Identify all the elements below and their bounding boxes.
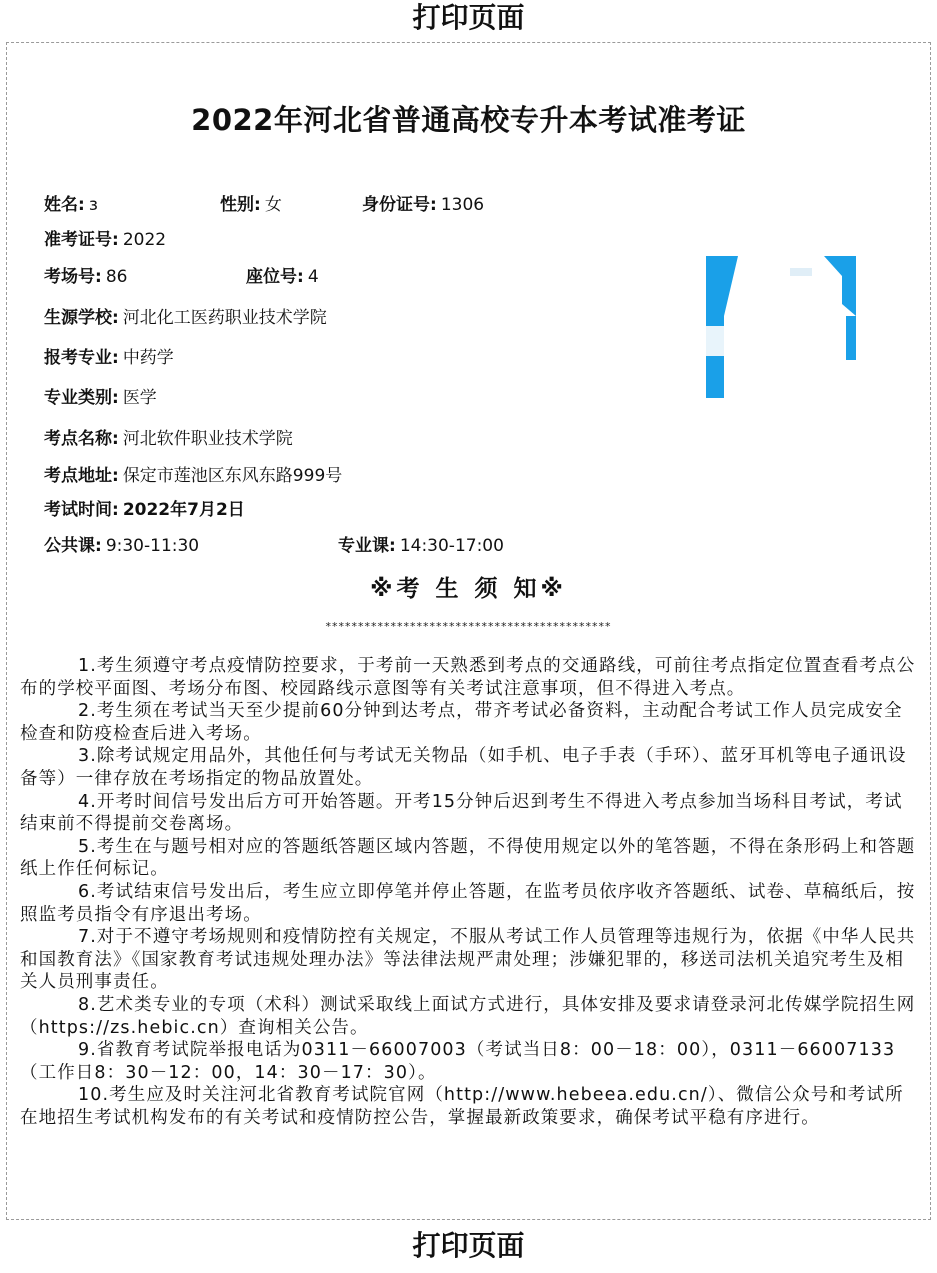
- notice-item: 7.对于不遵守考场规则和疫情防控有关规定，不服从考试工作人员管理等违规行为，依据《中华人民共和国教育法》《国家教育考试违规处理办法》等法律法规严肃处理；涉嫌犯罪的，移送司法机关追究考生及相关人员刑事责任。: [20, 927, 916, 993]
- room-no-value: 86: [105, 267, 128, 287]
- notice-list: [20, 655, 920, 1129]
- notice-item: 4.开考时间信号发出后方可开始答题。开考15分钟后迟到考生不得进入考点参加当场科目考试，考试结束前不得提前交卷离场。: [20, 791, 903, 835]
- exam-date-value: 2022年7月2日: [122, 500, 245, 520]
- stars-divider: ********************************************: [325, 620, 612, 633]
- notice-item: 6.考试结束信号发出后，考生应立即停笔并停止答题，在监考员依序收齐答题纸、试卷、草稿纸后，按照监考员指令有序退出考场。: [20, 881, 916, 925]
- field-gender: [220, 190, 282, 215]
- notice-item: 8.艺术类专业的专项（术科）测试采取线上面试方式进行，具体安排及要求请登录河北传媒学院招生网（https://zs.hebic.cn）查询相关公告。: [20, 994, 916, 1038]
- notice-item: 5.考生在与题号相对应的答题纸答题区域内答题，不得使用规定以外的笔答题，不得在条形码上和答题纸上作任何标记。: [20, 836, 916, 880]
- school-value: 河北化工医药职业技术学院: [122, 308, 327, 328]
- exam-date-label: 考试时间:: [44, 500, 119, 520]
- id-number-value: 1306: [440, 195, 485, 215]
- id-number-label: 身份证号:: [362, 195, 437, 215]
- notice-item: 10.考生应及时关注河北省教育考试院官网（http://www.hebeea.edu.cn/）、微信公众号和考试所在地招生考试机构发布的有关考试和疫情防控公告，掌握最新政策要求，确保考试平稳有序进行。: [20, 1085, 904, 1128]
- site-name-value: 河北软件职业技术学院: [122, 429, 293, 449]
- page-title: 2022年河北省普通高校专升本考试准考证: [191, 103, 746, 137]
- public-course-value: 9:30-11:30: [105, 536, 200, 556]
- ticket-no-value: 2022: [122, 230, 167, 250]
- ticket-no-label: 准考证号:: [44, 230, 119, 250]
- category-value: 医学: [122, 388, 157, 408]
- site-name-label: 考点名称:: [44, 429, 119, 449]
- school-label: 生源学校:: [44, 308, 119, 328]
- field-name: [44, 190, 98, 215]
- room-no-label: 考场号:: [44, 267, 102, 287]
- field-seat-no: [246, 262, 319, 287]
- field-category: [44, 383, 157, 408]
- print-page-button-bottom[interactable]: 打印页面: [412, 1229, 525, 1262]
- field-major-course: [338, 531, 504, 556]
- candidate-photo: [706, 256, 856, 398]
- major-value: 中药学: [122, 348, 174, 368]
- print-page-button-top[interactable]: 打印页面: [412, 1, 525, 34]
- major-course-value: 14:30-17:00: [399, 536, 504, 556]
- field-id-number: [362, 190, 484, 215]
- field-major: [44, 343, 174, 368]
- notice-item: 3.除考试规定用品外，其他任何与考试无关物品（如手机、电子手表（手环）、蓝牙耳机等电子通讯设备等）一律存放在考场指定的物品放置处。: [20, 746, 907, 789]
- field-public-course: [44, 531, 199, 556]
- major-label: 报考专业:: [44, 348, 119, 368]
- notice-item: 1.考生须遵守考点疫情防控要求，于考前一天熟悉到考点的交通路线，可前往考点指定位置查看考点公布的学校平面图、考场分布图、校园路线示意图等有关考试注意事项，但不得进入考点。: [20, 656, 916, 699]
- seat-no-value: 4: [307, 267, 319, 287]
- gender-value: 女: [264, 195, 282, 215]
- name-label: 姓名:: [44, 195, 85, 215]
- public-course-label: 公共课:: [44, 536, 102, 556]
- major-course-label: 专业课:: [338, 536, 396, 556]
- notice-title: ※考 生 须 知※: [370, 576, 567, 602]
- photo-redacted-graphic: [706, 256, 856, 398]
- field-exam-date: [44, 495, 245, 520]
- seat-no-label: 座位号:: [246, 267, 304, 287]
- notice-item: 9.省教育考试院举报电话为0311－66007003（考试当日8：00－18：00），0311－66007133（工作日8：30－12：00，14：30－17：30）。: [20, 1040, 896, 1083]
- site-address-label: 考点地址:: [44, 466, 119, 486]
- field-site-address: [44, 461, 342, 486]
- field-site-name: [44, 424, 293, 449]
- field-ticket-no: [44, 225, 166, 250]
- name-value: з: [88, 195, 98, 215]
- notice-item: 2.考生须在考试当天至少提前60分钟到达考点，带齐考试必备资料，主动配合考试工作人员完成安全检查和防疫检查后进入考场。: [20, 701, 903, 744]
- field-school: [44, 303, 327, 328]
- site-address-value: 保定市莲池区东风东路999号: [122, 466, 343, 486]
- field-room-no: [44, 262, 127, 287]
- category-label: 专业类别:: [44, 388, 119, 408]
- gender-label: 性别:: [220, 195, 261, 215]
